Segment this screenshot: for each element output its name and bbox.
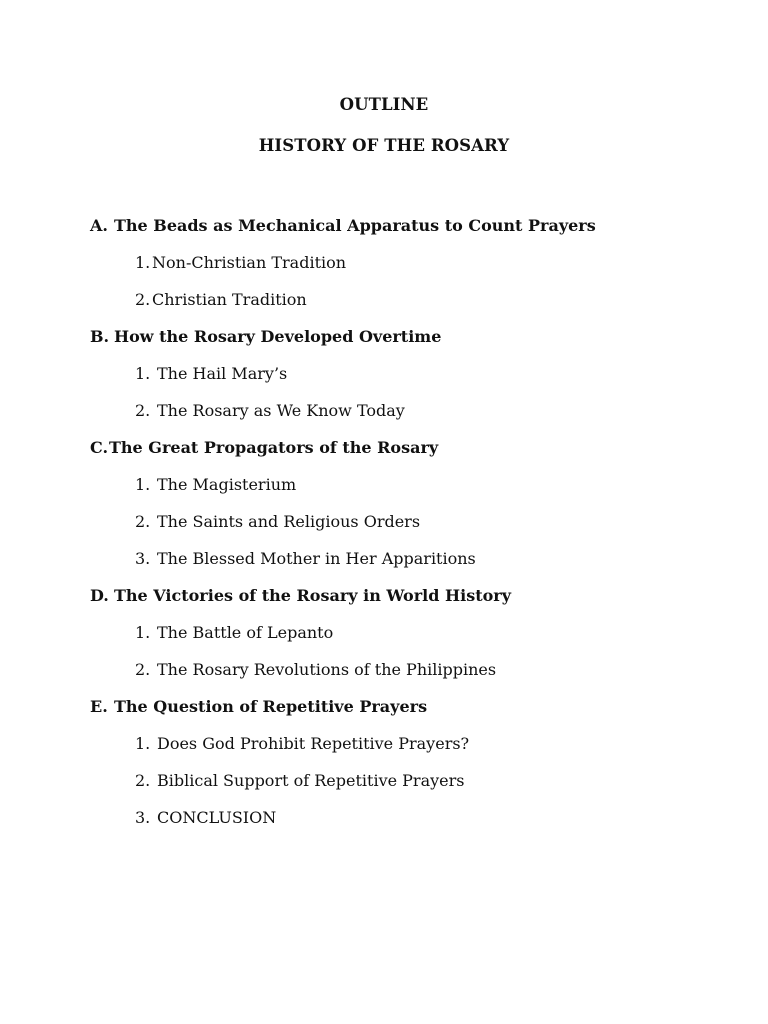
list-item [90, 771, 730, 808]
item-text: Biblical Support of Repetitive Prayers [157, 771, 465, 790]
item-number: 2. [135, 771, 151, 790]
item-text: Non-Christian Tradition [152, 253, 347, 272]
section-letter: D. [90, 586, 109, 605]
item-text: The Rosary as We Know Today [157, 401, 405, 420]
section-title: The Question of Repetitive Prayers [114, 697, 428, 716]
list-item [90, 808, 730, 845]
item-text: The Battle of Lepanto [157, 623, 334, 642]
item-number: 2. [135, 290, 151, 309]
list-item [90, 549, 730, 586]
section-title: The Victories of the Rosary in World History [114, 586, 511, 605]
list-item [90, 401, 730, 438]
section-heading-b [90, 327, 730, 364]
item-number: 3. [135, 549, 151, 568]
list-item [90, 475, 730, 512]
section-letter: E. [90, 697, 108, 716]
item-number: 1. [135, 253, 151, 272]
list-item [90, 623, 730, 660]
list-item [90, 512, 730, 549]
section-title: The Great Propagators of the Rosary [109, 438, 439, 457]
item-number: 2. [135, 401, 151, 420]
document-title: OUTLINE [339, 95, 429, 114]
section-title: The Beads as Mechanical Apparatus to Count Prayers [114, 216, 596, 235]
list-item [90, 734, 730, 771]
item-number: 1. [135, 364, 151, 383]
section-letter: B. [90, 327, 110, 346]
item-text: The Blessed Mother in Her Apparitions [157, 549, 476, 568]
list-item [90, 290, 730, 327]
document-subtitle: HISTORY OF THE ROSARY [258, 136, 510, 155]
item-number: 3. [135, 808, 151, 827]
outline-list [90, 216, 730, 845]
section-title: How the Rosary Developed Overtime [114, 327, 442, 346]
item-text: The Magisterium [157, 475, 297, 494]
item-number: 2. [135, 512, 151, 531]
section-letter: C. [90, 438, 109, 457]
item-number: 1. [135, 623, 151, 642]
section-letter: A. [90, 216, 108, 235]
item-number: 2. [135, 660, 151, 679]
list-item [90, 364, 730, 401]
item-text: Does God Prohibit Repetitive Prayers? [157, 734, 470, 753]
list-item [90, 253, 730, 290]
section-heading-d [90, 586, 730, 623]
section-heading-e [90, 697, 730, 734]
item-number: 1. [135, 475, 151, 494]
item-text: The Saints and Religious Orders [157, 512, 421, 531]
item-number: 1. [135, 734, 151, 753]
section-heading-a [90, 216, 730, 253]
item-text: The Rosary Revolutions of the Philippines [157, 660, 497, 679]
list-item [90, 660, 730, 697]
item-text: Christian Tradition [152, 290, 307, 309]
section-heading-c [90, 438, 730, 475]
item-text: CONCLUSION [157, 808, 277, 827]
item-text: The Hail Mary’s [157, 364, 288, 383]
